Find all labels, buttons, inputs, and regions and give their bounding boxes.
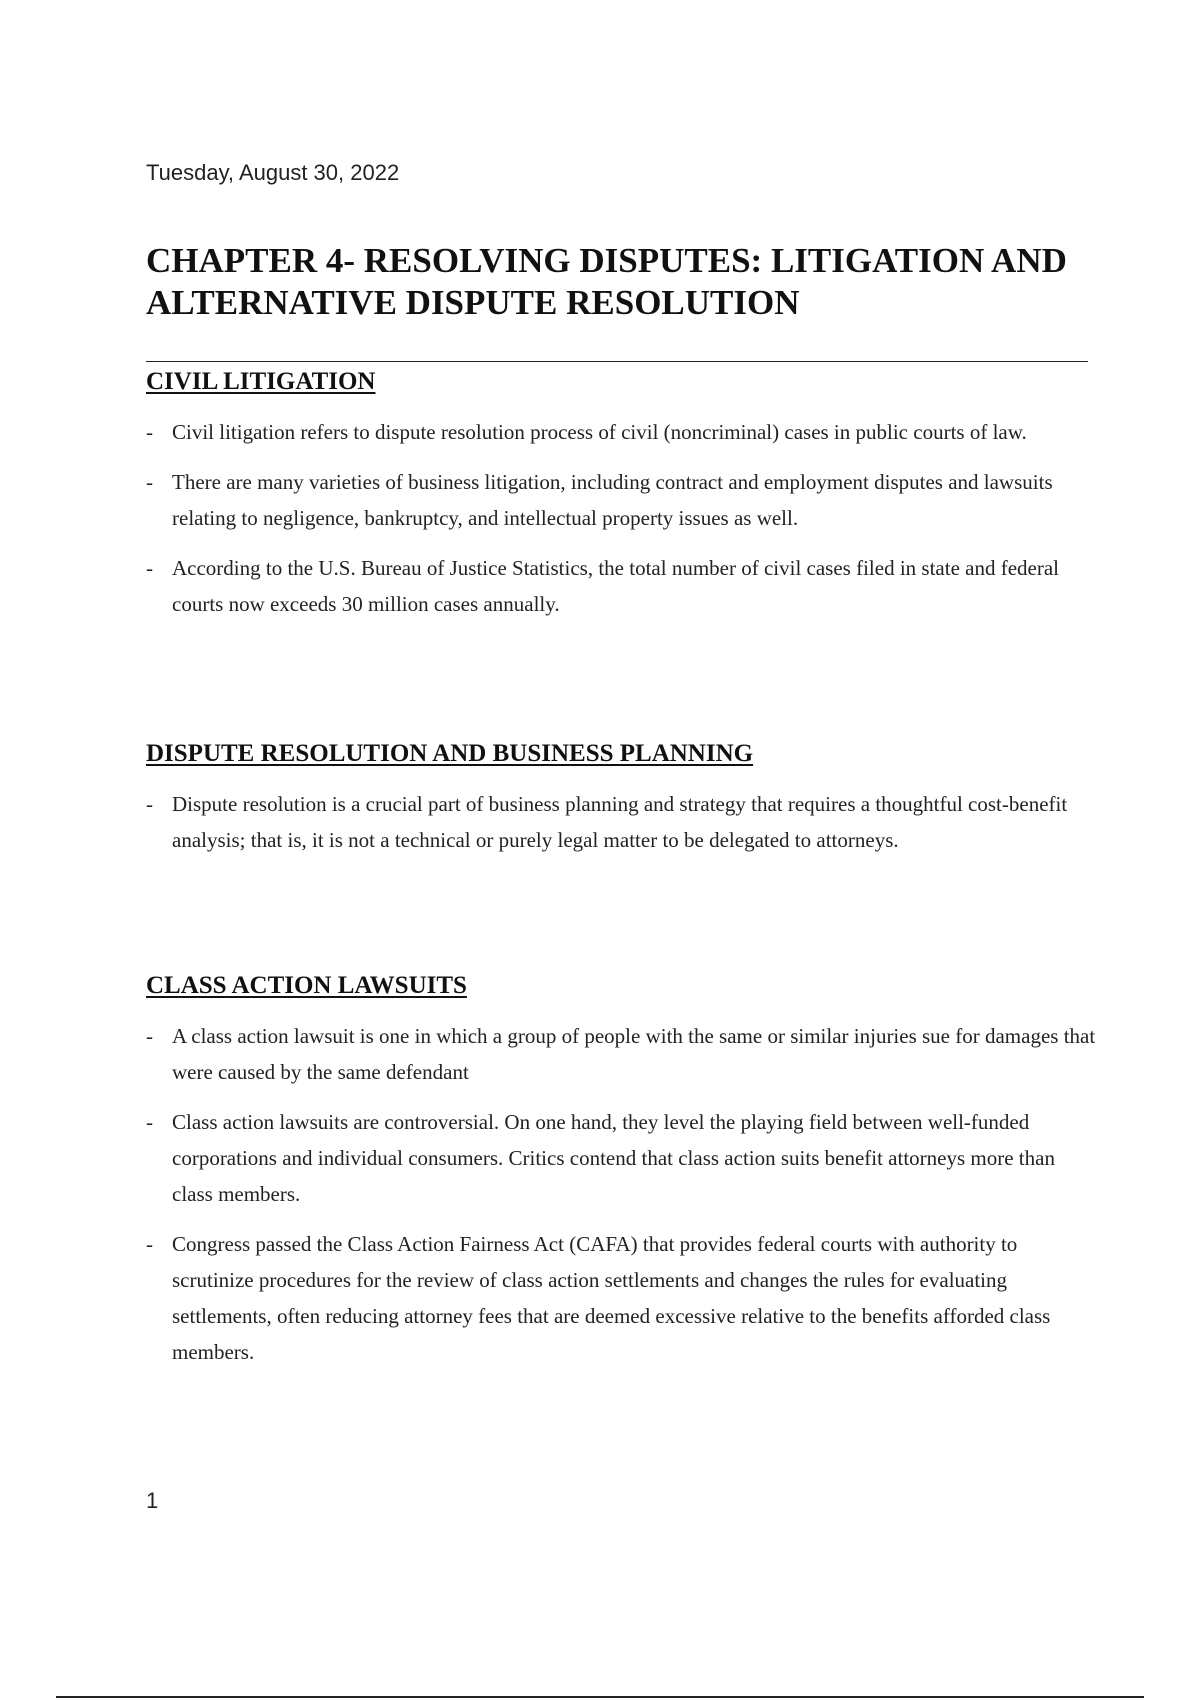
bullet-dash: -	[146, 1232, 153, 1256]
bullet-dash: -	[146, 420, 153, 444]
page-number: 1	[146, 1488, 159, 1513]
list-item	[146, 786, 1096, 858]
title-divider	[146, 361, 1088, 362]
list-item-text: Congress passed the Class Action Fairness Act (CAFA) that provides federal courts with authority to scrutinize procedures for the review of class action settlements and changes the rules for evaluating settlements, often reducing attorney fees that are deemed excessive relative to the benefits afforded class members.	[172, 1232, 1051, 1364]
section-class-action-lawsuits	[146, 970, 1096, 1384]
document-date: Tuesday, August 30, 2022	[146, 160, 400, 185]
list-item	[146, 1018, 1096, 1090]
section-heading: CLASS ACTION LAWSUITS	[146, 972, 467, 999]
list-item-text: Civil litigation refers to dispute resolution process of civil (noncriminal) cases in public courts of law.	[172, 420, 1027, 444]
list-item-text: Dispute resolution is a crucial part of business planning and strategy that requires a thoughtful cost-benefit analysis; that is, it is not a technical or purely legal matter to be delegated to attorneys.	[172, 792, 1068, 852]
bullet-dash: -	[146, 556, 153, 580]
bullet-dash: -	[146, 1110, 153, 1134]
bullet-dash: -	[146, 1024, 153, 1048]
chapter-title: CHAPTER 4- RESOLVING DISPUTES: LITIGATION AND ALTERNATIVE DISPUTE RESOLUTION	[146, 241, 1067, 322]
section-heading: CIVIL LITIGATION	[146, 368, 376, 395]
list-item	[146, 1104, 1096, 1212]
bullet-list	[146, 786, 1096, 858]
bullet-list	[146, 414, 1096, 622]
list-item-text: There are many varieties of business litigation, including contract and employment disputes and lawsuits relating to negligence, bankruptcy, and intellectual property issues as well.	[172, 470, 1053, 530]
section-civil-litigation	[146, 366, 1096, 636]
list-item	[146, 550, 1096, 622]
page-bottom-divider	[56, 1696, 1144, 1698]
bullet-list	[146, 1018, 1096, 1370]
section-dispute-resolution-planning	[146, 738, 1096, 872]
list-item-text: A class action lawsuit is one in which a group of people with the same or similar injuries sue for damages that were caused by the same defendant	[172, 1024, 1096, 1084]
list-item	[146, 414, 1096, 450]
list-item-text: Class action lawsuits are controversial. On one hand, they level the playing field between well-funded corporations and individual consumers. Critics contend that class action suits benefit attorneys more than class members.	[172, 1110, 1055, 1206]
section-heading: DISPUTE RESOLUTION AND BUSINESS PLANNING	[146, 740, 754, 767]
bullet-dash: -	[146, 792, 153, 816]
list-item	[146, 1226, 1096, 1370]
bullet-dash: -	[146, 470, 153, 494]
list-item-text: According to the U.S. Bureau of Justice Statistics, the total number of civil cases filed in state and federal courts now exceeds 30 million cases annually.	[172, 556, 1060, 616]
list-item	[146, 464, 1096, 536]
